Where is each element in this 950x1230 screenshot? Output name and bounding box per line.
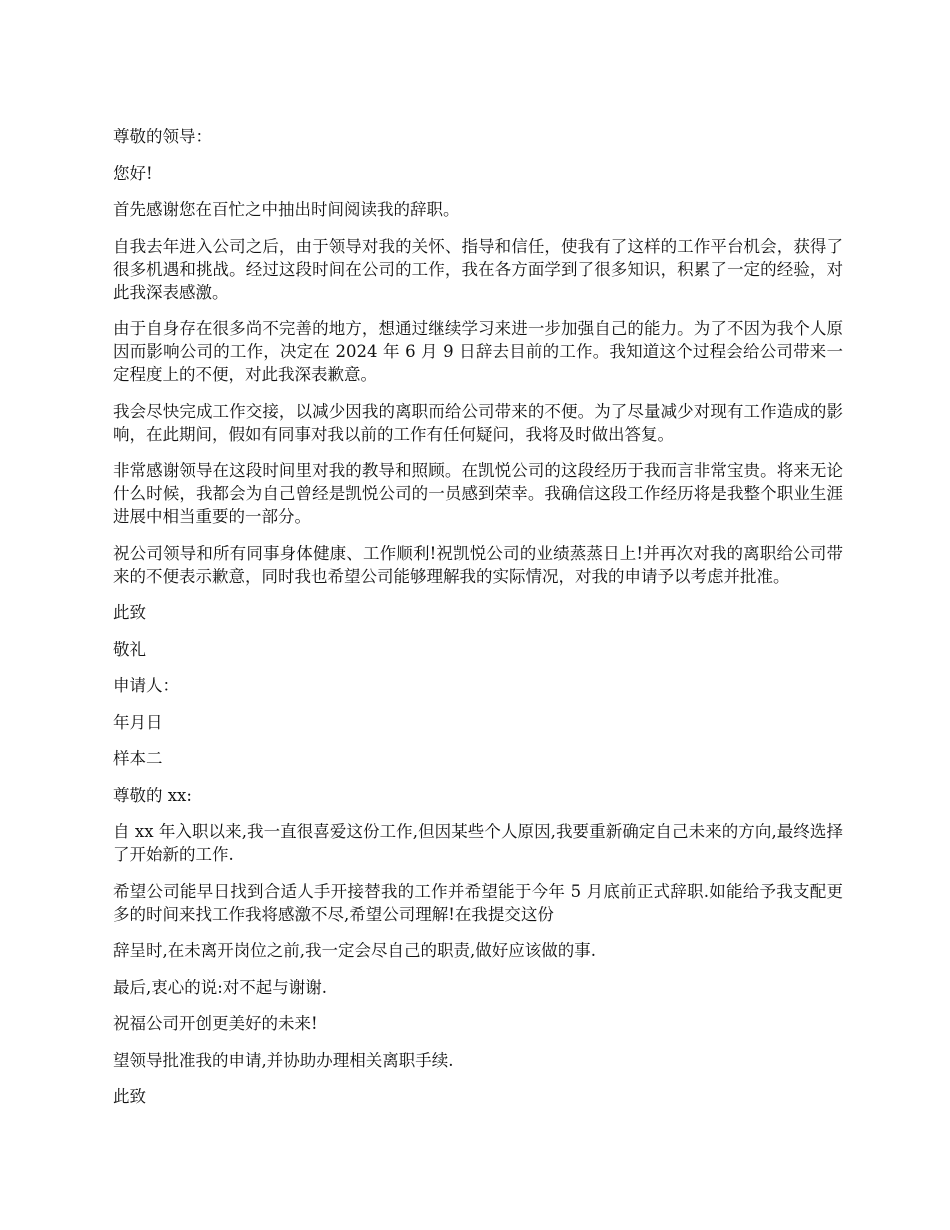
paragraph-handover: 我会尽快完成工作交接，以减少因我的离职而给公司带来的不便。为了尽量减少对现有工作造成的影响，在此期间，假如有同事对我以前的工作有任何疑问，我将及时做出答复。	[113, 401, 843, 444]
paragraph-reason: 由于自身存在很多尚不完善的地方，想通过继续学习来进一步加强自己的能力。为了不因为我个人原因而影响公司的工作，决定在 2024 年 6 月 9 日辞去目前的工作。我知道这个过程会给公司带来一定程度上的不便，对此我深表歉意。	[113, 319, 843, 384]
paragraph-thanks: 首先感谢您在百忙之中抽出时间阅读我的辞职。	[113, 200, 460, 219]
greeting: 您好!	[113, 163, 153, 183]
paragraph-two-intro: 自 xx 年入职以来,我一直很喜爱这份工作,但因某些个人原因,我要重新确定自己未来的方向,最终选择了开始新的工作.	[113, 822, 843, 864]
paragraph-wishes: 祝公司领导和所有同事身体健康、工作顺利!祝凯悦公司的业绩蒸蒸日上!并再次对我的离职给公司带来的不便表示歉意，同时我也希望公司能够理解我的实际情况，对我的申请予以考虑并批准。	[113, 543, 843, 586]
paragraph-two-request: 希望公司能早日找到合适人手开接替我的工作并希望能于今年 5 月底前正式辞职.如能给予我支配更多的时间来找工作我将感激不尽,希望公司理解!在我提交这份	[113, 881, 843, 924]
sample-heading: 样本二	[113, 749, 163, 768]
closing-cizhi: 此致	[113, 603, 146, 622]
paragraph-two-wishes: 祝福公司开创更美好的未来!	[113, 1014, 318, 1033]
paragraph-two-apology: 最后,衷心的说:对不起与谢谢.	[113, 977, 328, 997]
paragraph-gratitude: 非常感谢领导在这段时间里对我的教导和照顾。在凯悦公司的这段经历于我而言非常宝贵。将来无论什么时候，我都会为自己曾经是凯悦公司的一员感到荣幸。我确信这段工作经历将是我整个职业生涯进展中相当重要的一部分。	[113, 461, 843, 526]
salutation: 尊敬的领导：	[113, 127, 212, 146]
paragraph-two-approval: 望领导批准我的申请,并协助办理相关离职手续.	[113, 1050, 454, 1070]
date-line: 年月日	[113, 712, 163, 732]
applicant-label: 申请人：	[113, 676, 179, 695]
salutation-two: 尊敬的 xx:	[113, 785, 192, 805]
closing-cizhi-two: 此致	[113, 1087, 146, 1106]
paragraph-two-duty: 辞呈时,在未离开岗位之前,我一定会尽自己的职责,做好应该做的事.	[113, 941, 596, 960]
closing-jingli: 敬礼	[113, 639, 146, 659]
paragraph-background: 自我去年进入公司之后，由于领导对我的关怀、指导和信任，使我有了这样的工作平台机会，获得了很多机遇和挑战。经过这段时间在公司的工作，我在各方面学到了很多知识，积累了一定的经验，对此我深表感激。	[113, 236, 843, 302]
document-body	[113, 125, 843, 1122]
